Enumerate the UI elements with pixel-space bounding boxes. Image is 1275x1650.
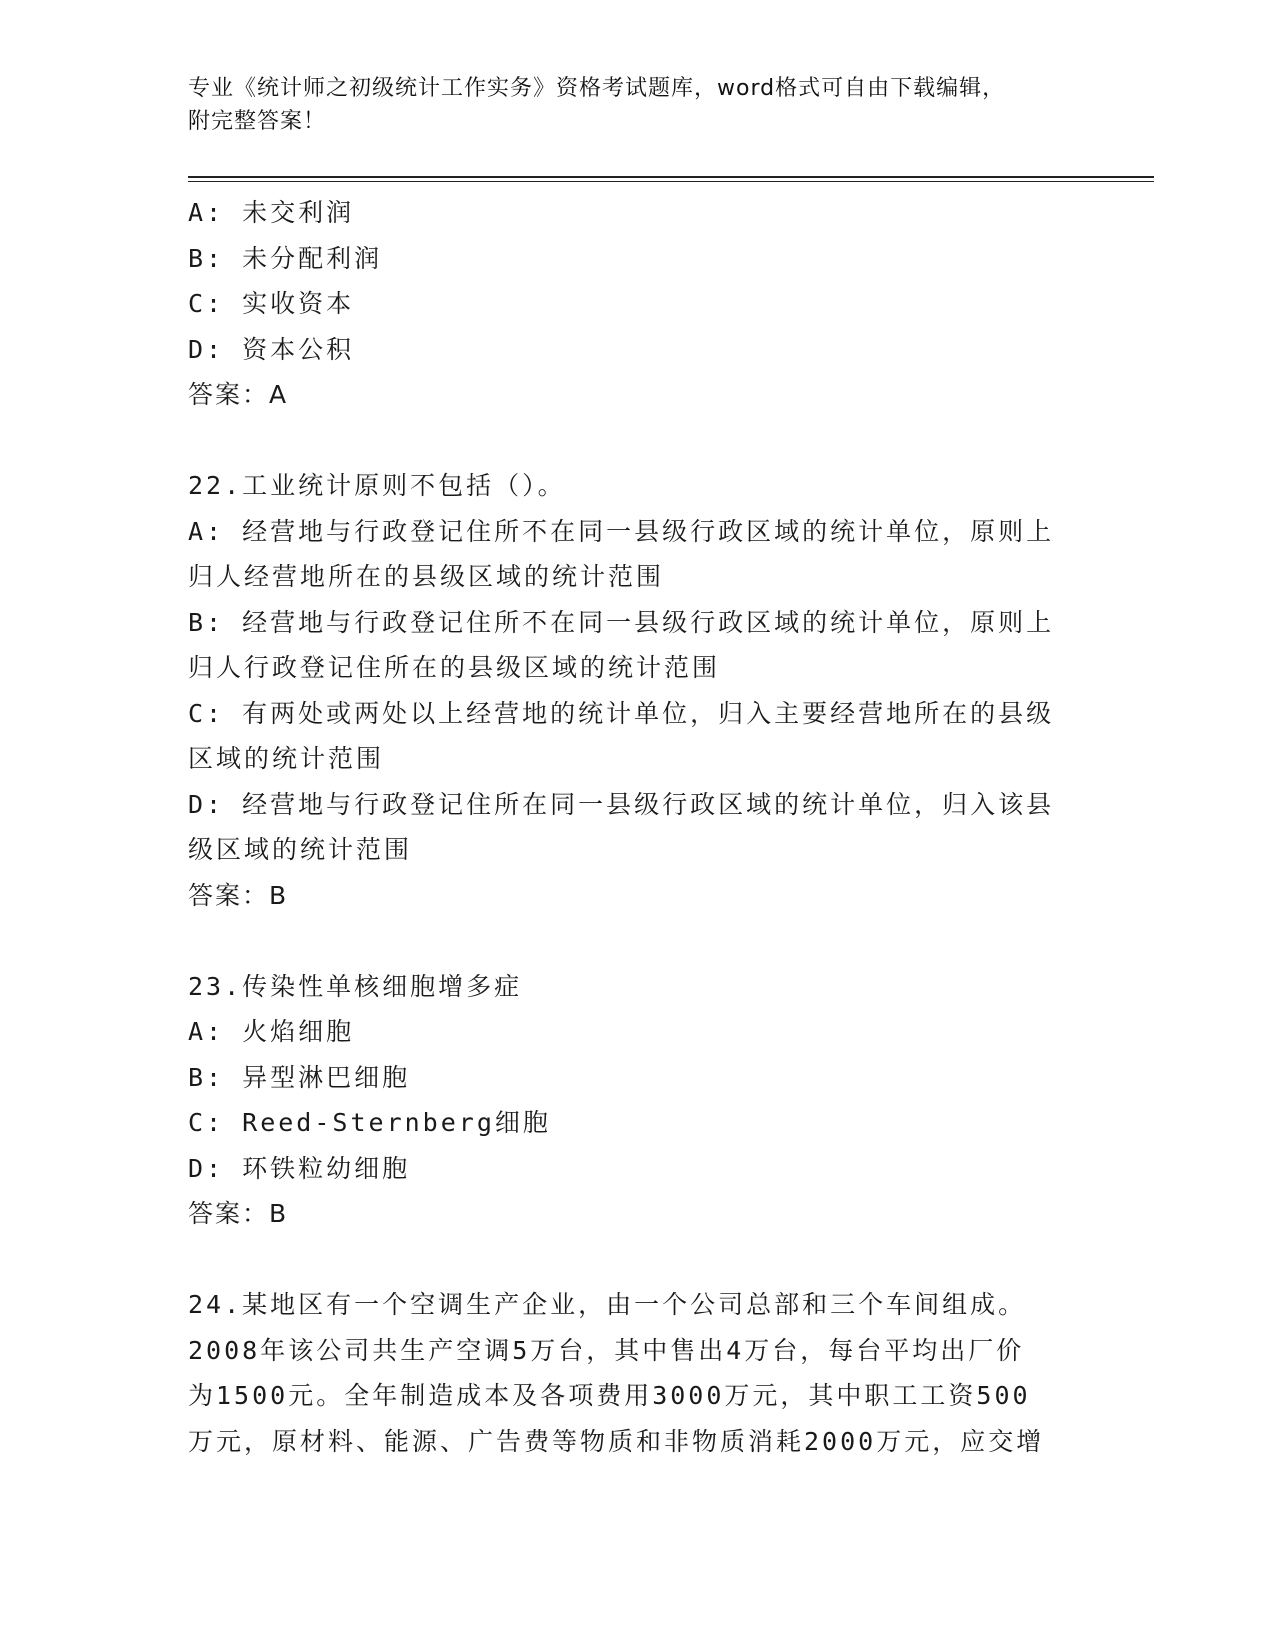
q24-line-3: 为1500元。全年制造成本及各项费用3000万元，其中职工工资500 [188,1381,1031,1410]
spacer [188,918,1088,964]
q23-option-c: C: Reed-Sternberg细胞 [188,1108,551,1137]
spacer [188,418,1088,464]
q24-line-1: 24.某地区有一个空调生产企业，由一个公司总部和三个车间组成。 [188,1290,1027,1319]
q21-option-d: D: 资本公积 [188,334,355,364]
q21-option-b: B: 未分配利润 [188,243,383,273]
q22-option-a-line-1: A: 经营地与行政登记住所不在同一县级行政区域的统计单位，原则上 [188,516,1055,546]
question-content [188,190,1088,1464]
q22-option-a-line-2: 归人经营地所在的县级区域的统计范围 [188,562,665,591]
q22-option-d-line-2: 级区域的统计范围 [188,835,413,864]
q24-line-4: 万元，原材料、能源、广告费等物质和非物质消耗2000万元，应交增 [188,1426,1045,1456]
q22-option-b-line-1: B: 经营地与行政登记住所不在同一县级行政区域的统计单位，原则上 [188,607,1055,637]
header-line-1: 专业《统计师之初级统计工作实务》资格考试题库，word格式可自由下载编辑， [188,76,1006,101]
q23-answer: 答案：B [188,1199,289,1228]
q23-option-a: A: 火焰细胞 [188,1017,355,1046]
q21-option-a: A: 未交利润 [188,198,355,227]
q22-option-d-line-1: D: 经营地与行政登记住所在同一县级行政区域的统计单位，归入该县 [188,789,1055,819]
spacer [188,1237,1088,1283]
q23-option-b: B: 异型淋巴细胞 [188,1062,411,1092]
q22-answer: 答案：B [188,880,289,910]
header-line-2: 附完整答案！ [188,109,327,134]
header-divider-thick [188,176,1154,178]
q22-option-b-line-2: 归人行政登记住所在的县级区域的统计范围 [188,653,721,682]
q24-line-2: 2008年该公司共生产空调5万台，其中售出4万台，每台平均出厂价 [188,1335,1025,1365]
q21-option-c: C: 实收资本 [188,289,355,318]
q23-stem: 23.传染性单核细胞增多症 [188,971,523,1001]
q21-answer: 答案：A [188,380,289,409]
q22-option-c-line-2: 区域的统计范围 [188,744,385,773]
q22-option-c-line-1: C: 有两处或两处以上经营地的统计单位，归入主要经营地所在的县级 [188,698,1055,728]
q22-stem: 22.工业统计原则不包括（）。 [188,471,566,500]
q23-option-d: D: 环铁粒幼细胞 [188,1153,411,1183]
page-header [188,72,1088,138]
header-divider-thin [188,181,1154,182]
